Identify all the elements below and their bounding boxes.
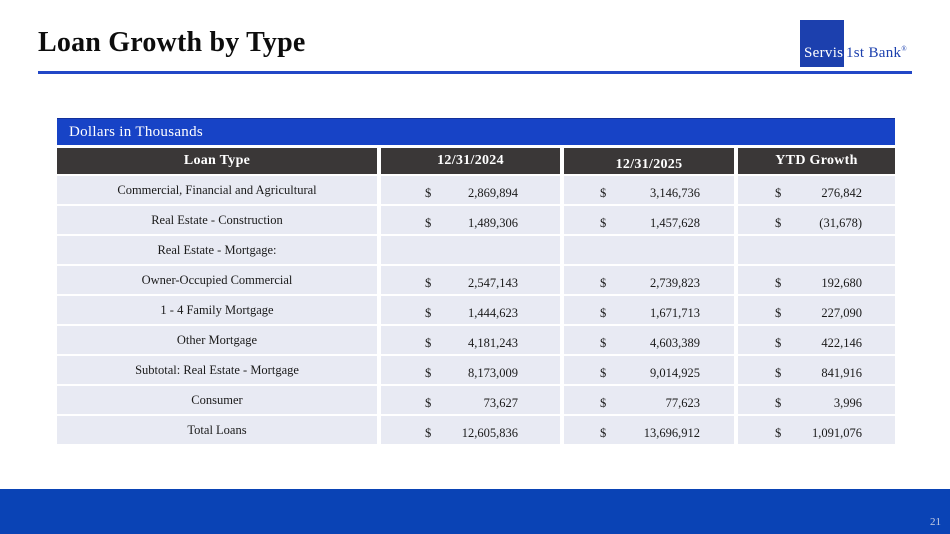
currency-symbol: $ [425,276,432,290]
value-2024-cell [381,266,560,294]
loan-type-cell: Other Mortgage [57,326,377,354]
currency-symbol: $ [600,336,607,350]
value-2024-cell [381,206,560,234]
loan-type-cell: Real Estate - Construction [57,206,377,234]
amount: 192,680 [821,276,862,290]
column-header-loan-type: Loan Type [57,148,377,174]
currency-symbol: $ [600,426,607,440]
ytd-growth-cell [738,206,895,234]
ytd-growth-cell [738,266,895,294]
loan-type-cell: Commercial, Financial and Agricultural [57,176,377,204]
currency-symbol: $ [775,426,782,440]
amount: 4,181,243 [468,336,518,350]
currency-symbol: $ [775,216,782,230]
amount: 1,444,623 [468,306,518,320]
amount: 2,869,894 [468,186,518,200]
ytd-growth-cell [738,176,895,204]
footer-bar [0,489,950,534]
amount: 13,696,912 [643,426,700,440]
registered-trademark-mark: ® [901,45,907,53]
logo-text-1st-bank-label: 1st Bank [846,45,902,61]
amount: (31,678) [819,216,862,230]
table-row [57,266,895,294]
currency-symbol: $ [600,396,607,410]
value-2025-cell [564,296,734,324]
value-2025-cell [564,326,734,354]
column-header-12-31-2024: 12/31/2024 [381,148,560,174]
table-header-row [57,148,895,174]
table-row [57,386,895,414]
currency-symbol: $ [775,336,782,350]
amount: 841,916 [821,366,862,380]
value-2025-cell [564,206,734,234]
loan-type-cell: Consumer [57,386,377,414]
page-number: 21 [930,516,941,528]
amount: 2,547,143 [468,276,518,290]
amount: 1,091,076 [812,426,862,440]
loan-type-cell: Real Estate - Mortgage: [57,236,377,264]
currency-symbol: $ [425,336,432,350]
loan-growth-table [57,118,895,446]
value-2025-cell [564,176,734,204]
ytd-growth-cell [738,326,895,354]
amount: 276,842 [821,186,862,200]
currency-symbol: $ [425,186,432,200]
table-row-total [57,416,895,444]
table-row [57,176,895,204]
ytd-growth-cell [738,386,895,414]
logo-square [800,20,844,67]
ytd-growth-cell [738,236,895,264]
value-2024-cell [381,386,560,414]
currency-symbol: $ [600,366,607,380]
currency-symbol: $ [600,306,607,320]
table-row [57,206,895,234]
column-header-12-31-2025: 12/31/2025 [564,148,734,174]
logo-text-1st-bank [846,45,907,62]
title-underline [38,71,912,74]
currency-symbol: $ [775,276,782,290]
table-row [57,236,895,264]
amount: 3,146,736 [650,186,700,200]
value-2024-cell [381,356,560,384]
loan-type-cell: Owner-Occupied Commercial [57,266,377,294]
amount: 9,014,925 [650,366,700,380]
table-row [57,296,895,324]
currency-symbol: $ [425,426,432,440]
table-row [57,356,895,384]
amount: 2,739,823 [650,276,700,290]
currency-symbol: $ [600,186,607,200]
loan-type-cell: 1 - 4 Family Mortgage [57,296,377,324]
amount: 1,489,306 [468,216,518,230]
ytd-growth-cell [738,296,895,324]
amount: 73,627 [483,396,518,410]
currency-symbol: $ [775,366,782,380]
amount: 422,146 [821,336,862,350]
logo-text-servis: Servis [804,45,844,61]
servisfirst-bank-logo [800,20,920,67]
table-row [57,326,895,354]
currency-symbol: $ [425,396,432,410]
value-2025-cell [564,356,734,384]
currency-symbol: $ [600,276,607,290]
amount: 8,173,009 [468,366,518,380]
currency-symbol: $ [425,366,432,380]
value-2024-cell [381,176,560,204]
amount: 1,671,713 [650,306,700,320]
value-2025-cell [564,266,734,294]
currency-symbol: $ [775,186,782,200]
currency-symbol: $ [425,306,432,320]
amount: 12,605,836 [461,426,518,440]
value-2025-cell [564,386,734,414]
ytd-growth-cell [738,356,895,384]
loan-type-cell: Total Loans [57,416,377,444]
amount: 4,603,389 [650,336,700,350]
value-2024-cell [381,236,560,264]
column-header-ytd-growth: YTD Growth [738,148,895,174]
loan-type-cell: Subtotal: Real Estate - Mortgage [57,356,377,384]
value-2024-cell [381,326,560,354]
page-title: Loan Growth by Type [38,27,306,58]
value-2024-cell [381,296,560,324]
amount: 3,996 [833,396,862,410]
currency-symbol: $ [775,396,782,410]
ytd-growth-cell [738,416,895,444]
currency-symbol: $ [425,216,432,230]
amount: 227,090 [821,306,862,320]
value-2025-cell [564,416,734,444]
currency-symbol: $ [775,306,782,320]
table-caption: Dollars in Thousands [57,118,895,145]
value-2024-cell [381,416,560,444]
currency-symbol: $ [600,216,607,230]
amount: 77,623 [665,396,700,410]
value-2025-cell [564,236,734,264]
amount: 1,457,628 [650,216,700,230]
